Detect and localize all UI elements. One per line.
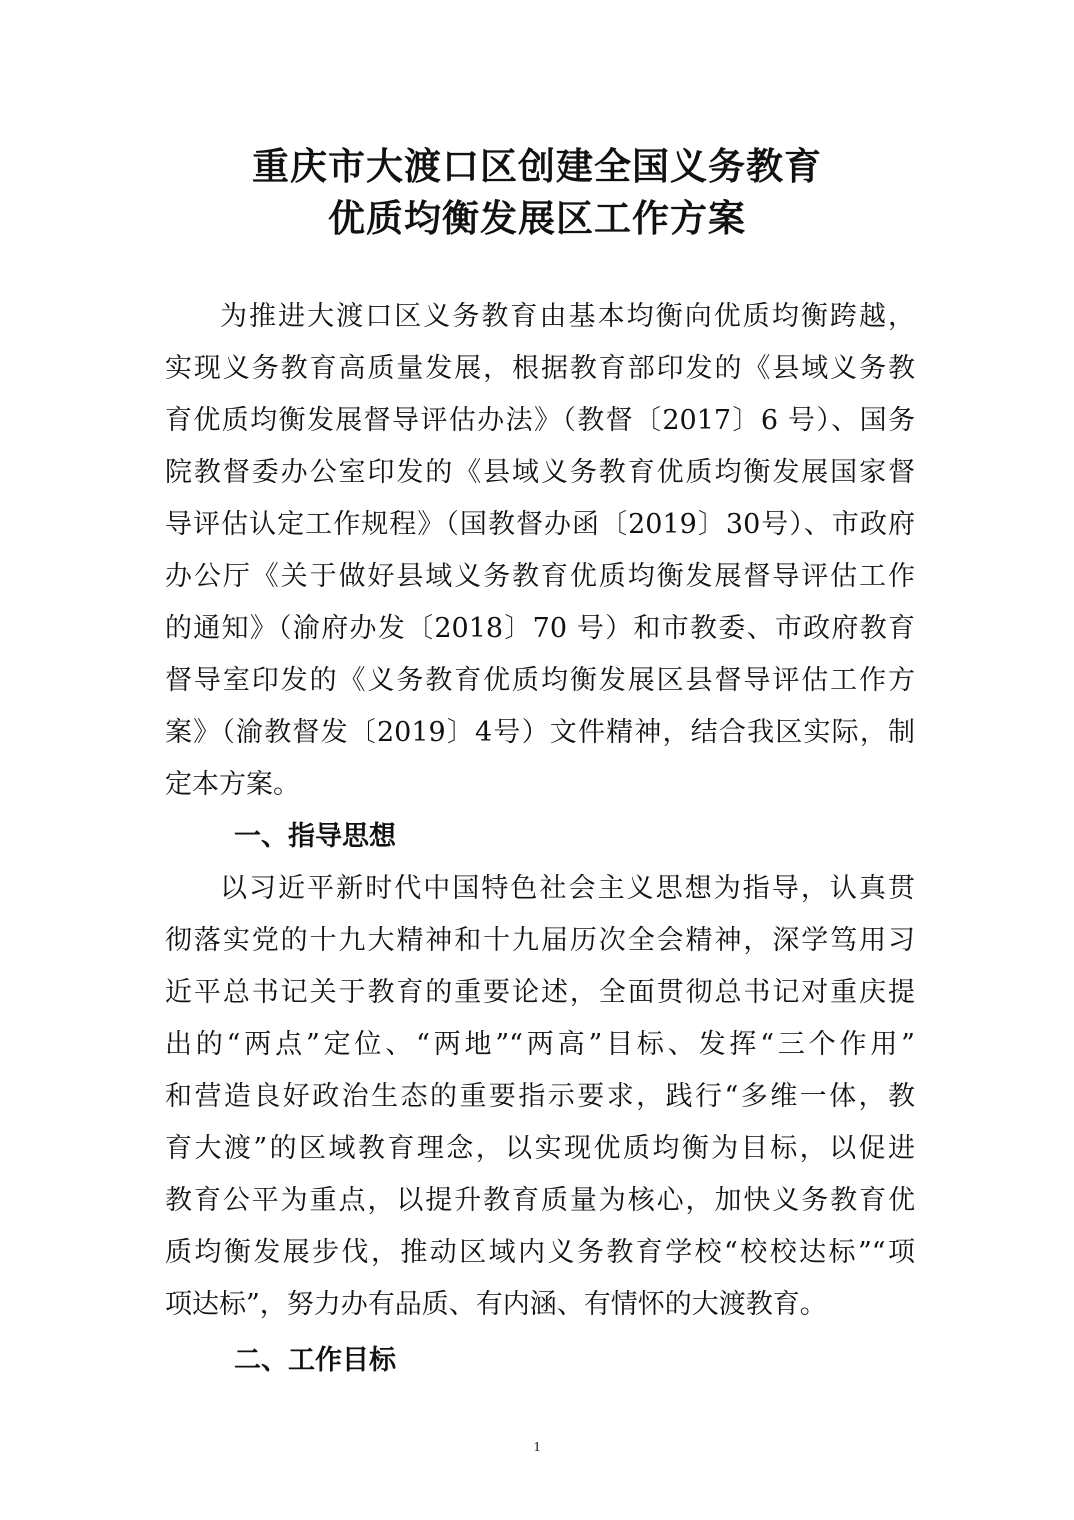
page-number: 1 [533,1440,541,1455]
section1-line: 项达标”，努力办有品质、有内涵、有情怀的大渡教育。 [165,1289,827,1320]
section1-line: 以习近平新时代中国特色社会主义思想为指导，认真贯 [220,873,915,904]
section1-line: 育大渡”的区域教育理念，以实现优质均衡为目标，以促进 [165,1133,915,1164]
section1-line: 和营造良好政治生态的重要指示要求，践行“多维一体，教 [165,1081,915,1112]
intro-line: 督导室印发的《义务教育优质均衡发展区县督导评估工作方 [165,665,915,696]
intro-line: 为推进大渡口区义务教育由基本均衡向优质均衡跨越， [220,301,915,332]
section1-line: 质均衡发展步伐，推动区域内义务教育学校“校校达标”“项 [165,1237,915,1268]
intro-line: 定本方案。 [165,769,300,800]
section1-line: 教育公平为重点，以提升教育质量为核心，加快义务教育优 [165,1185,915,1216]
document-title-line-2: 优质均衡发展区工作方案 [328,196,746,240]
intro-line: 实现义务教育高质量发展，根据教育部印发的《县域义务教 [165,353,915,384]
section1-line: 出的“两点”定位、“两地”“两高”目标、发挥“三个作用” [165,1029,915,1060]
intro-line: 办公厅《关于做好县域义务教育优质均衡发展督导评估工作 [165,561,915,592]
intro-line: 育优质均衡发展督导评估办法》（教督〔2017〕6 号）、国务 [165,405,915,436]
section-heading-work-goals: 二、工作目标 [234,1345,396,1376]
section1-line: 近平总书记关于教育的重要论述，全面贯彻总书记对重庆提 [165,977,915,1008]
section1-line: 彻落实党的十九大精神和十九届历次全会精神，深学笃用习 [165,925,915,956]
intro-line: 的通知》（渝府办发〔2018〕70 号）和市教委、市政府教育 [165,613,915,644]
document-title-line-1: 重庆市大渡口区创建全国义务教育 [252,144,822,188]
section-heading-guiding-ideology: 一、指导思想 [234,821,396,852]
intro-line: 案》（渝教督发〔2019〕4号）文件精神，结合我区实际，制 [165,717,915,748]
intro-line: 导评估认定工作规程》（国教督办函〔2019〕30号）、市政府 [165,509,915,540]
intro-line: 院教督委办公室印发的《县域义务教育优质均衡发展国家督 [165,457,915,488]
